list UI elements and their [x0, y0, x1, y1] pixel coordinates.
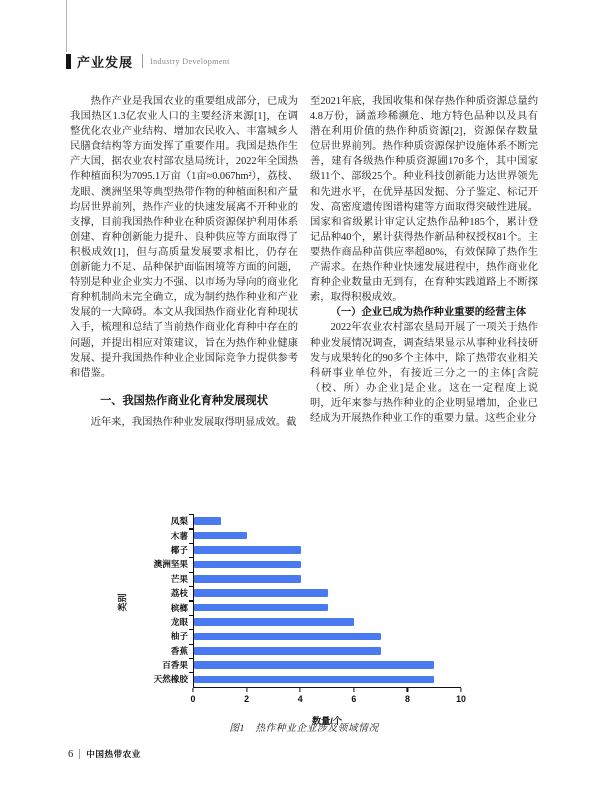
chart-bar [194, 589, 328, 597]
x-tick-label: 10 [456, 693, 466, 704]
chart-category-label: 柚子 [170, 631, 188, 642]
chart-bar-row [170, 586, 461, 600]
chart-category-label: 木薯 [170, 530, 188, 541]
chart-bar-row [170, 543, 461, 557]
top-margin-rule [66, 0, 67, 52]
chart-y-axis-label: 类别 [117, 593, 128, 612]
chart-bar [194, 517, 221, 525]
chart-bar [194, 618, 354, 626]
chart-category-label: 香蕉 [170, 645, 188, 656]
chart-bar-row [170, 629, 461, 643]
chart-bar [194, 561, 301, 569]
page-footer [68, 748, 141, 760]
header-divider [142, 54, 143, 68]
chart-bar [194, 633, 381, 641]
chart-rows [153, 514, 461, 687]
chart-bar [194, 661, 434, 669]
chart-category-label: 槟榔 [170, 602, 188, 613]
x-tick-mark [246, 688, 247, 692]
chart-x-axis [190, 687, 466, 712]
left-column [70, 94, 298, 430]
section-title-cn: 产业发展 [77, 54, 134, 70]
x-tick-label: 2 [244, 693, 250, 704]
chart-bar [194, 676, 434, 684]
continued-paragraph: 至2021年底，我国收集和保存热作种质资源总量约4.8万份，涵盖珍稀濒危、地方特色品种以及具有潜在利用价值的热作种质资源[2]，资源保存数量位居世界前列。热作种质资源保护设施体系不断完善，建有各级热作种质资源圃170多个，其中国家级11个、部级25个。种业科技创新能力达世界领先和先进水平，在优异基因发掘、分子鉴定、标记开发、高密度遗传图谱构建等方面取得突破性进展。国家和省级累计审定认定热作品种185个，累计登记品种40个，累计获得热作新品种权授权81个。主要热作商品种苗供应率超80%，有效保障了热作生产需求。在热作种业快速发展进程中，热作商业化育种企业数量由无到有，在育种实践道路上不断探索，取得积极成效。 [310, 96, 538, 304]
journal-name: 中国热带农业 [86, 749, 141, 759]
chart-category-label: 椰子 [170, 544, 188, 555]
figure1-caption: 图1 热作种业企业涉及领域情况 [229, 723, 379, 734]
chart-category-label: 澳洲坚果 [153, 559, 188, 570]
section1-heading: 一、我国热作商业化育种发展现状 [100, 394, 268, 407]
section-title-en: Industry Development [150, 56, 230, 66]
page-header [66, 52, 230, 70]
chart-bar [194, 532, 247, 540]
chart-bar [194, 575, 301, 583]
chart-bar [194, 647, 381, 655]
chart-category-label: 天然橡胶 [153, 674, 188, 685]
chart-category-label: 荔枝 [170, 588, 188, 599]
x-tick-mark [353, 688, 354, 692]
chart-bar-row [170, 644, 461, 658]
chart-category-label: 百香果 [162, 660, 188, 671]
section1-paragraph: 近年来，我国热作种业发展取得明显成效。截 [90, 416, 297, 428]
chart-bar-row [170, 572, 461, 586]
chart-bar-row [153, 557, 461, 571]
chart-category-label: 芒果 [170, 573, 188, 584]
chart-bar-row [170, 528, 461, 542]
x-tick-mark [407, 688, 408, 692]
chart-x-axis-label: 数量/个 [311, 715, 343, 726]
x-tick-label: 6 [351, 693, 357, 704]
subsection-paragraph: 2022年农业农村部农垦局开展了一项关于热作种业发展情况调查，调查结果显示从事种业科技研发与成果转化的90多个主体中，除了热带农业相关科研事业单位外，有接近三分之一的主体[含院（校、所）办企业]是企业。这在一定程度上说明，近年来参与热作种业的企业明显增加，企业已经成为开展热作种业工作的重要力量。这些企业分 [310, 322, 538, 424]
x-tick-mark [300, 688, 301, 692]
x-tick-label: 4 [297, 693, 303, 704]
chart-bar-row [170, 514, 461, 528]
chart-bar-row [162, 658, 461, 672]
intro-paragraph: 热作产业是我国农业的重要组成部分，已成为我国热区1.3亿农业人口的主要经济来源[1]，在调整优化农业产业结构、增加农民收入、丰富城乡人民膳食结构等方面发挥了重要作用。我国是热作生产大国，据农业农村部农垦局统计，2022年全国热作种植面积为7095.1万亩（1亩≈0.067hm²），荔枝、龙眼、澳洲坚果等典型热带作物的种植面积和产量均居世界前列，热作产业的快速发展离不开种业的支撑，目前我国热作种业在种质资源保护利用体系创建、育种创新能力提升、良种供应等方面取得了积极成效[1]，但与高质量发展要求相比，仍存在创新能力不足、品种保护面临困境等方面的问题，特别是种业企业实力不强、以市场为导向的商业化育种机制尚未完全确立，成为制约热作种业和产业发展的一大障碍。本文从我国热作商业化育种现状入手，梳理和总结了当前热作商业化育种中存在的问题，并提出相应对策建议，旨在为热作种业健康发展、提升我国热作种业企业国际竞争力提供参考和借鉴。 [70, 96, 298, 379]
chart-bar-row [153, 672, 461, 686]
chart-category-label: 凤梨 [170, 516, 188, 527]
chart-bar-row [170, 600, 461, 614]
chart-bar [194, 546, 301, 554]
x-tick-label: 0 [190, 693, 196, 704]
chart-bar [194, 604, 328, 612]
subsection-heading: （一）企业已成为热作种业重要的经营主体 [330, 307, 527, 319]
page-number: 6 [68, 748, 74, 760]
x-tick-mark [192, 688, 193, 692]
figure1-bar-chart [117, 514, 466, 727]
chart-bar-row [170, 615, 461, 629]
section-marker-icon [66, 54, 71, 69]
footer-divider [79, 749, 80, 759]
x-tick-mark [460, 688, 461, 692]
x-tick-label: 8 [404, 693, 410, 704]
chart-category-label: 龙眼 [170, 616, 188, 627]
right-column [310, 94, 538, 426]
